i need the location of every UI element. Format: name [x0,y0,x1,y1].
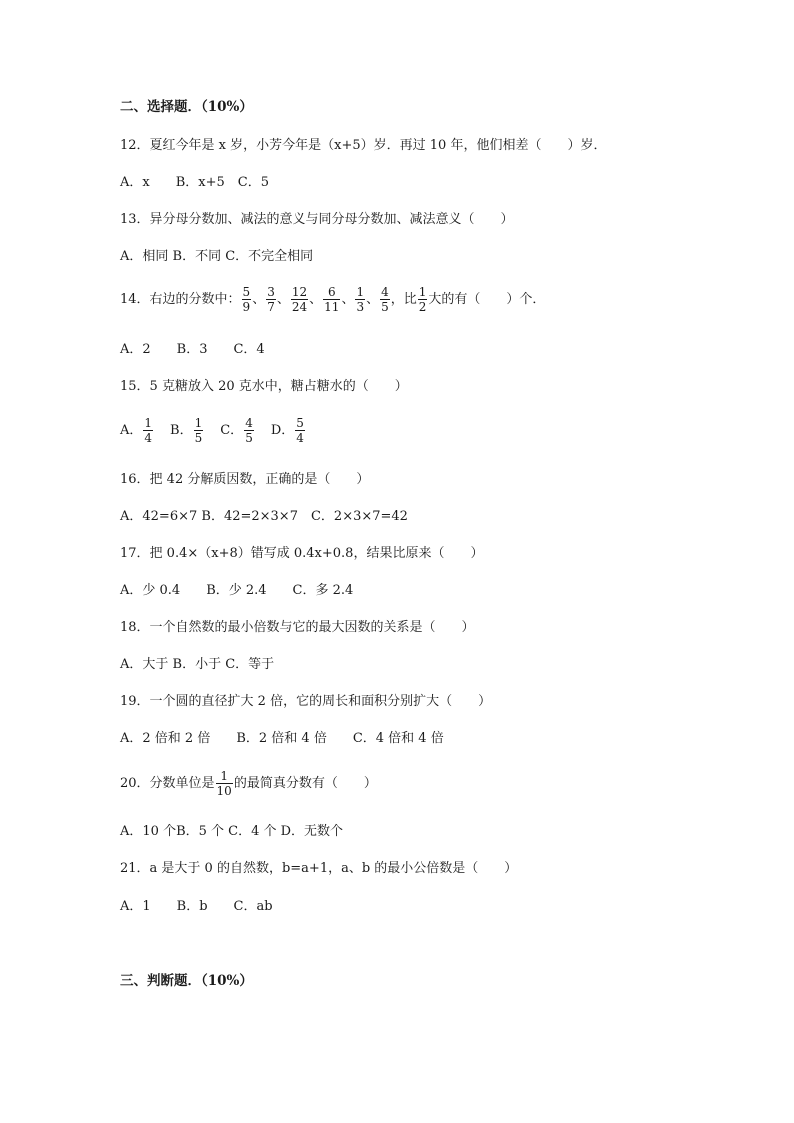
fraction: $\frac{5}{9}$ [242,285,251,314]
question-16: 16．把 42 分解质因数，正确的是（ ） [120,472,370,487]
options-16: A．42=6×7 B．42=2×3×7 C．2×3×7=42 [120,509,408,524]
option-a-label: A． [120,423,143,438]
options-19: A．2 倍和 2 倍 B．2 倍和 4 倍 C．4 倍和 4 倍 [120,731,444,746]
fraction: $\frac{6}{11}$ [324,285,340,314]
fraction: $\frac{1}{5}$ [194,416,203,445]
question-19: 19．一个圆的直径扩大 2 倍，它的周长和面积分别扩大（ ） [120,694,492,709]
q20-prefix: 20．分数单位是 [120,776,215,791]
q20-suffix: 的最简真分数有（ ） [233,776,377,791]
options-17: A．少 0.4 B．少 2.4 C．多 2.4 [120,583,354,598]
question-21: 21．a 是大于 0 的自然数，b=a+1，a、b 的最小公倍数是（ ） [120,861,518,876]
separator: 、 [341,292,355,307]
option-d-label: D． [270,423,295,438]
fraction: $\frac{1}{10}$ [216,769,232,798]
fraction: $\frac{1}{3}$ [356,285,365,314]
section-3-title: 三、判断题．（10%） [120,973,253,989]
separator: 、 [366,292,380,307]
separator: 、 [276,292,290,307]
fraction: $\frac{5}{4}$ [296,416,304,445]
option-c-label: C． [220,423,244,438]
question-15: 15．5 克糖放入 20 克水中，糖占糖水的（ ） [120,379,408,394]
fraction: $\frac{12}{24}$ [291,285,308,314]
question-17: 17．把 0.4×（x+8）错写成 0.4x+0.8，结果比原来（ ） [120,546,484,561]
section-2-title: 二、选择题．（10%） [120,99,253,115]
fraction: $\frac{4}{5}$ [245,416,253,445]
options-15 [120,417,306,444]
fraction: $\frac{3}{7}$ [267,285,275,314]
q14-suffix: 大的有（ ）个． [428,292,546,307]
fraction-reference: $\frac{1}{2}$ [418,285,427,314]
separator: 、 [309,292,323,307]
q14-prefix: 14．右边的分数中： [120,292,241,307]
options-14: A．2 B．3 C．4 [120,342,265,357]
options-18: A．大于 B．小于 C．等于 [120,657,275,672]
question-13: 13．异分母分数加、减法的意义与同分母分数加、减法意义（ ） [120,212,514,227]
option-b-label: B． [170,423,193,438]
options-20: A．10 个B．5 个 C．4 个 D．无数个 [120,824,344,839]
question-12: 12．夏红今年是 x 岁，小芳今年是（x+5）岁．再过 10 年，他们相差（ ）岁． [120,138,607,153]
question-14 [120,286,545,313]
question-18: 18．一个自然数的最小倍数与它的最大因数的关系是（ ） [120,620,475,635]
fraction: $\frac{4}{5}$ [381,285,389,314]
fraction: $\frac{1}{4}$ [144,416,153,445]
options-13: A．相同 B．不同 C．不完全相同 [120,249,314,264]
separator: 、 [252,292,266,307]
options-12: A．x B．x+5 C．5 [120,175,269,190]
q14-mid: ，比 [390,292,417,307]
question-20 [120,770,377,797]
options-21: A．1 B．b C．ab [120,899,273,914]
